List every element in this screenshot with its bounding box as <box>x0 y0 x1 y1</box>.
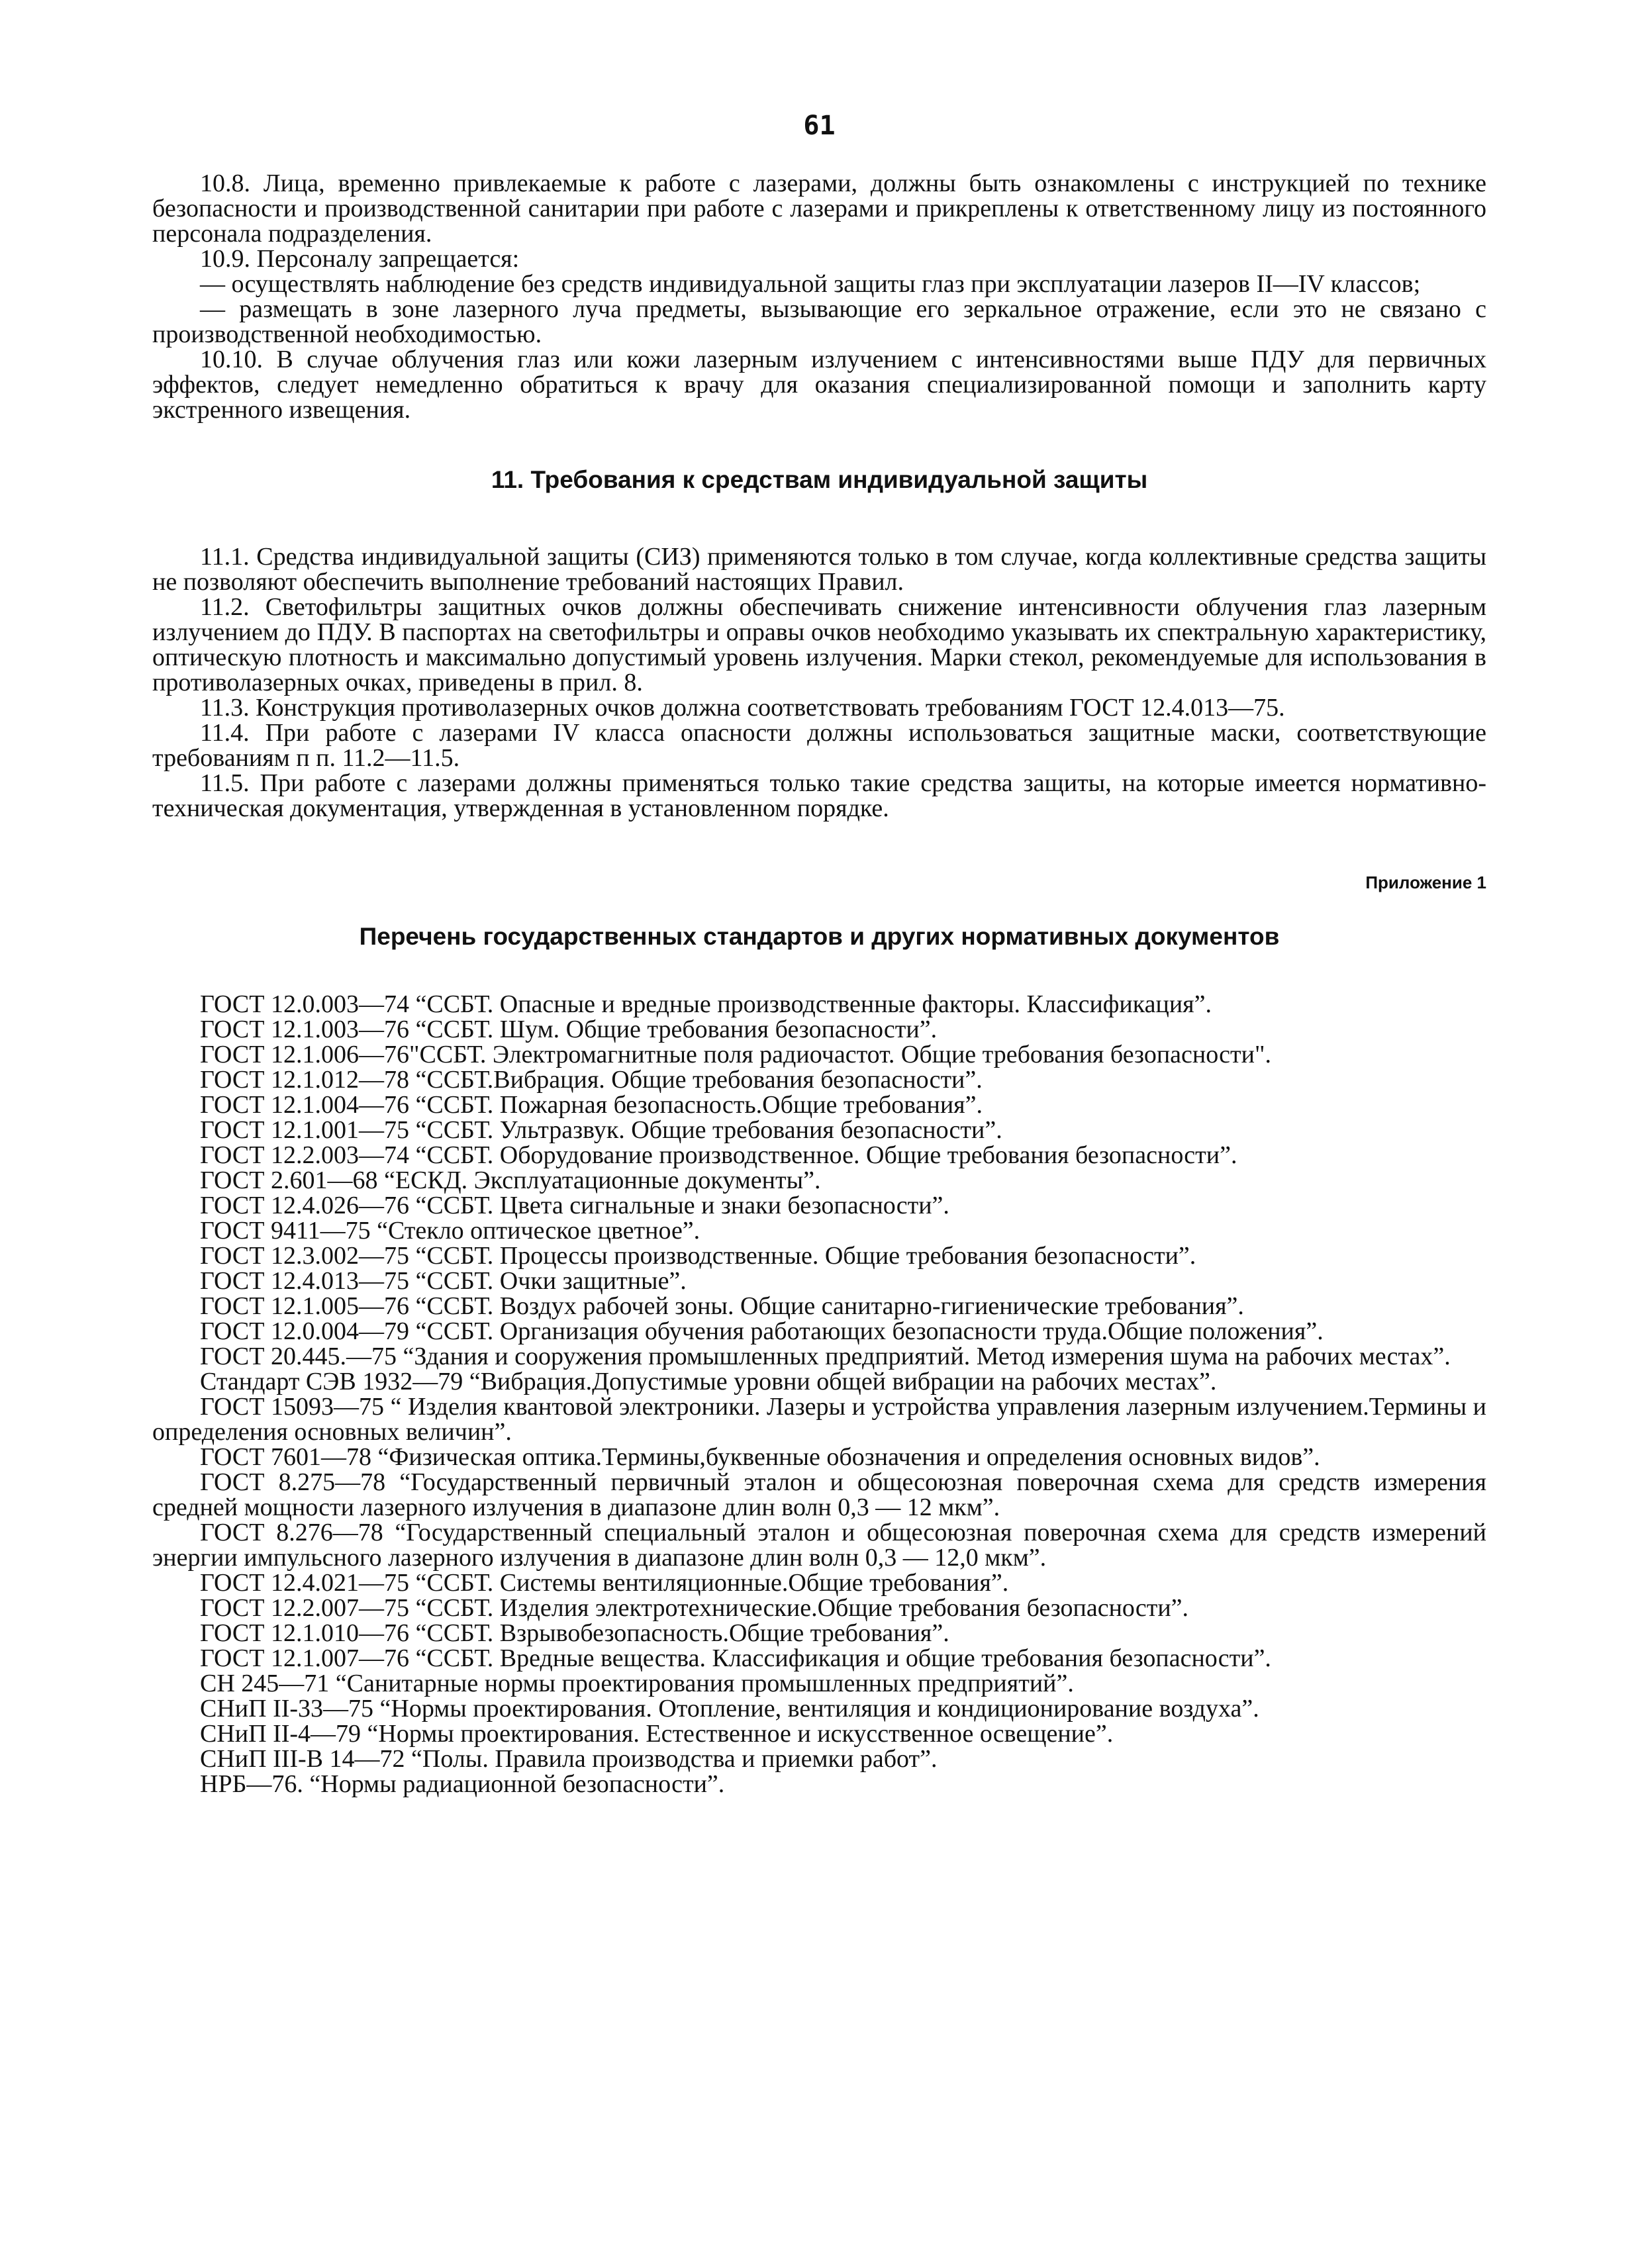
reference-item: ГОСТ 20.445.—75 “Здания и сооружения промышленных предприятий. Метод измерения шума на рабочих местах”. <box>200 1343 1451 1370</box>
reference-item: ГОСТ 12.4.013—75 “ССБТ. Очки защитные”. <box>200 1267 687 1295</box>
reference-item: ГОСТ 12.2.003—74 “ССБТ. Оборудование производственное. Общие требования безопасности”. <box>200 1141 1237 1169</box>
reference-item: ГОСТ 12.1.005—76 “ССБТ. Воздух рабочей зоны. Общие санитарно-гигиенические требования”. <box>200 1292 1244 1320</box>
section-11-heading: 11. Требования к средствам индивидуальной защиты <box>491 466 1148 493</box>
reference-item: ГОСТ 7601—78 “Физическая оптика.Термины,буквенные обозначения и определения основных видов”. <box>200 1443 1320 1471</box>
appendix-label: Приложение 1 <box>1365 873 1486 892</box>
reference-item: СНиП III-В 14—72 “Полы. Правила производства и приемки работ”. <box>200 1745 938 1773</box>
paragraph-11-3: 11.3. Конструкция противолазерных очков должна соответствовать требованиям ГОСТ 12.4.013—75. <box>200 694 1285 722</box>
reference-item: СНиП II-33—75 “Нормы проектирования. Отопление, вентиляция и кондиционирование воздуха”. <box>200 1695 1259 1723</box>
reference-item: ГОСТ 12.1.006—76"ССБТ. Электромагнитные поля радиочастот. Общие требования безопасности". <box>200 1041 1272 1068</box>
reference-item: ГОСТ 12.1.004—76 “ССБТ. Пожарная безопасность.Общие требования”. <box>200 1091 983 1119</box>
paragraph-10-10: 10.10. В случае облучения глаз или кожи лазерным излучением с интенсивностями выше ПДУ для первичных эффектов, следует немедленно обратиться к врачу для оказания специализированной помощи и заполнить карту экстренного извещения. <box>152 346 1486 424</box>
reference-item: ГОСТ 12.0.004—79 “ССБТ. Организация обучения работающих безопасности труда.Общие положения”. <box>200 1317 1324 1345</box>
reference-item: ГОСТ 12.3.002—75 “ССБТ. Процессы производственные. Общие требования безопасности”. <box>200 1242 1196 1270</box>
reference-item: ГОСТ 12.2.007—75 “ССБТ. Изделия электротехнические.Общие требования безопасности”. <box>200 1594 1189 1622</box>
reference-item: ГОСТ 12.1.003—76 “ССБТ. Шум. Общие требования безопасности”. <box>200 1016 938 1043</box>
paragraph-10-8: 10.8. Лица, временно привлекаемые к работе с лазерами, должны быть ознакомлены с инструкцией по технике безопасности и производственной санитарии при работе с лазерами и прикреплены к ответственному лицу из постоянного персонала подразделения. <box>152 169 1486 248</box>
reference-item: ГОСТ 2.601—68 “ЕСКД. Эксплуатационные документы”. <box>200 1166 821 1194</box>
reference-item: ГОСТ 12.1.010—76 “ССБТ. Взрывобезопасность.Общие требования”. <box>200 1619 949 1647</box>
document-page <box>152 113 1486 1797</box>
appendix-title: Перечень государственных стандартов и других нормативных документов <box>359 923 1280 950</box>
reference-item: ГОСТ 12.4.021—75 “ССБТ. Системы вентиляционные.Общие требования”. <box>200 1569 1009 1597</box>
reference-item: ГОСТ 12.1.001—75 “ССБТ. Ультразвук. Общие требования безопасности”. <box>200 1116 1002 1144</box>
reference-item: ГОСТ 12.4.026—76 “ССБТ. Цвета сигнальные и знаки безопасности”. <box>200 1192 949 1219</box>
reference-item: СНиП II-4—79 “Нормы проектирования. Естественное и искусственное освещение”. <box>200 1720 1114 1748</box>
list-item-dash-2: — размещать в зоне лазерного луча предметы, вызывающие его зеркальное отражение, если это не связано с производственной необходимостью. <box>152 295 1486 348</box>
reference-item: ГОСТ 15093—75 “ Изделия квантовой электроники. Лазеры и устройства управления лазерным излучением.Термины и определения основных величин”. <box>152 1393 1486 1446</box>
reference-list <box>152 992 1486 1797</box>
reference-item: ГОСТ 8.275—78 “Государственный первичный эталон и общесоюзная поверочная схема для средств измерения средней мощности лазерного излучения в диапазоне длин волн 0,3 — 12 мкм”. <box>152 1468 1486 1521</box>
reference-item: НРБ—76. “Нормы радиационной безопасности”. <box>200 1770 725 1798</box>
paragraph-11-4: 11.4. При работе с лазерами IV класса опасности должны использоваться защитные маски, соответствующие требованиям п п. 11.2—11.5. <box>152 719 1486 772</box>
list-item-dash-1: — осуществлять наблюдение без средств индивидуальной защиты глаз при эксплуатации лазеров II—IV классов; <box>200 270 1421 298</box>
reference-item: ГОСТ 12.1.012—78 “ССБТ.Вибрация. Общие требования безопасности”. <box>200 1066 983 1094</box>
page-number: 61 <box>803 111 836 141</box>
reference-item: Стандарт СЭВ 1932—79 “Вибрация.Допустимые уровни общей вибрации на рабочих местах”. <box>200 1368 1217 1395</box>
paragraph-11-5: 11.5. При работе с лазерами должны применяться только такие средства защиты, на которые имеется нормативно-техническая документация, утвержденная в установленном порядке. <box>152 769 1486 822</box>
paragraph-11-2: 11.2. Светофильтры защитных очков должны обеспечивать снижение интенсивности облучения глаз лазерным излучением до ПДУ. В паспортах на светофильтры и оправы очков необходимо указывать их спектральную характеристику, оптическую плотность и максимально допустимый уровень излучения. Марки стекол, рекомендуемые для использования в противолазерных очках, приведены в прил. 8. <box>152 593 1486 696</box>
reference-item: ГОСТ 12.1.007—76 “ССБТ. Вредные вещества. Классификация и общие требования безопасности”. <box>200 1644 1271 1672</box>
reference-item: ГОСТ 9411—75 “Стекло оптическое цветное”. <box>200 1217 700 1245</box>
reference-item: СН 245—71 “Санитарные нормы проектирования промышленных предприятий”. <box>200 1670 1074 1697</box>
paragraph-10-9: 10.9. Персоналу запрещается: <box>200 245 520 273</box>
reference-item: ГОСТ 12.0.003—74 “ССБТ. Опасные и вредные производственные факторы. Классификация”. <box>200 990 1212 1018</box>
paragraph-11-1: 11.1. Средства индивидуальной защиты (СИЗ) применяются только в том случае, когда коллективные средства защиты не позволяют обеспечить выполнение требований настоящих Правил. <box>152 543 1486 596</box>
reference-item: ГОСТ 8.276—78 “Государственный специальный эталон и общесоюзная поверочная схема для средств измерений энергии импульсного лазерного излучения в диапазоне длин волн 0,3 — 12,0 мкм”. <box>152 1519 1486 1572</box>
